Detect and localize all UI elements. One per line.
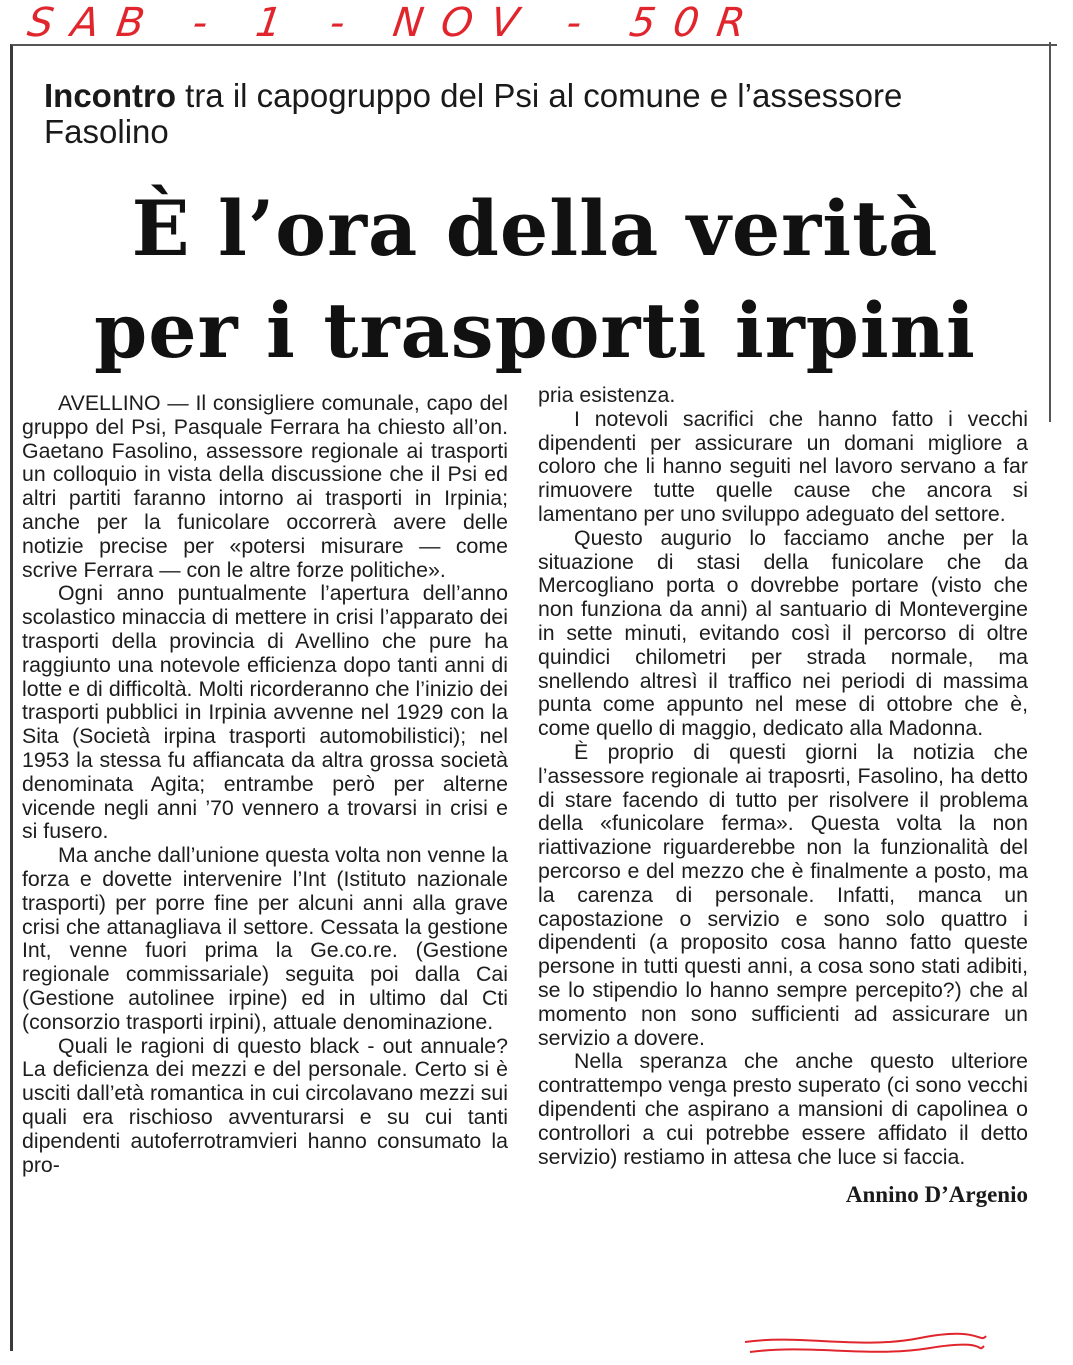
- kicker-text: tra il capogruppo del Psi al comune e l’assessore Fasolino: [44, 77, 903, 150]
- handwritten-date: SAB - 1 - NOV - 50R: [24, 0, 766, 46]
- kicker-bold: Incontro: [44, 77, 176, 114]
- paragraph: È proprio di questi giorni la notizia che l’assessore regionale ai traposrti, Fasolino, ha detto di stare facendo di tutto per risolvere il problema della «funicolare ferma». Questa volta la non riattivazione riguarderebbe non la funzionalità del percorso e del mezzo che è finalmente a posto, ma la carenza di personale. Infatti, manca un capostazione o servizio e sono solo quattro i dipendenti (a proposito cosa hanno fatto queste persone in tutti questi anni, a cosa sono stati adibiti, se lo stipendio lo hanno sempre percepito?) che al momento non sono sufficienti ad assicurare un servizio a dovere.: [538, 739, 1028, 1050]
- paragraph: Nella speranza che anche questo ulteriore contrattempo venga presto superato (ci sono vecchi dipendenti che aspirano a mansioni di capolinea o controllori a cui potrebbe essere affidato il detto servizio) restiamo in attesa che luce si faccia.: [538, 1049, 1028, 1169]
- headline-line-2: per i trasporti irpini: [94, 286, 976, 375]
- paragraph: pria esistenza.: [538, 383, 676, 407]
- paragraph: Questo augurio lo facciamo anche per la situazione di stasi della funicolare che da Mercogliano porta o dovrebbe portare (visto che non funziona da anni) al santuario di Montevergine in sette minuti, evitando così il percorso di oltre quindici chilometri per strada normale, ma snellendo altresì il traffico nei periodi di massima punta come appunto nel mese di ottobre che è, come quello di maggio, dedicato alla Madonna.: [538, 525, 1028, 741]
- paragraph: Ogni anno puntualmente l’apertura dell’anno scolastico minaccia di mettere in crisi l’apparato dei trasporti della provincia di Avellino che pure ha raggiunto una notevole efficienza dopo tanti anni di lotte e di difficoltà. Molti ricorderanno che l’inizio dei trasporti pubblici in Irpinia avvenne nel 1929 con la Sita (Società irpina trasporti automobilistici); nel 1953 la stessa fu affiancata da altra grossa società denominata Agita; entrambe però per alterne vicende negli anni ’70 vennero a trovarsi in crisi e si fusero.: [22, 581, 508, 844]
- clipping-border-right: [1049, 42, 1051, 422]
- paragraph: Ma anche dall’unione questa volta non venne la forza e dovette intervenire l’Int (Istituto nazionale trasporti) per porre fine per alcuni anni alla grave crisi che attanagliava il settore. Cessata la gestione Int, venne fuori prima la Ge.co.re. (Gestione regionale commissariale) seguita poi dalla Cai (Gestione autolinee irpine) ed in ultimo dal Cti (consorzio trasporti irpini), attuale denominazione.: [22, 843, 508, 1034]
- handwritten-underline: [740, 1330, 990, 1360]
- paragraph: AVELLINO — Il consigliere comunale, capo del gruppo del Psi, Pasquale Ferrara ha chiesto all’on. Gaetano Fasolino, assessore regionale ai trasporti un colloquio in vista della discussione che il Psi ed altri partiti faranno intorno ai trasporti in Irpinia; anche per la funicolare occorrerà avere delle notizie precise per «potersi misurare — come scrive Ferrara — con le altre forze politiche».: [22, 391, 508, 582]
- article-headline: [30, 178, 1040, 382]
- paragraph: Quali le ragioni di questo black - out annuale? La deficienza dei mezzi e del personale. Certo si è usciti dall’età romantica in cui circolavano mezzi sui quali era rischioso avventurarsi e su cui tanti dipendenti autoferrotramvieri hanno consumato la pro-: [22, 1033, 508, 1177]
- headline-line-1: È l’ora della verità: [131, 184, 939, 273]
- left-column: [22, 392, 508, 1177]
- article-byline: Annino D’Argenio: [845, 1182, 1028, 1208]
- article-kicker: [44, 78, 1024, 150]
- right-column: [538, 384, 1028, 1207]
- paragraph: I notevoli sacrifici che hanno fatto i vecchi dipendenti per assicurare un domani migliore a coloro che li hanno seguiti nel lavoro servano a far rimuovere tutte quelle cause che ancora si lamentano per uno sviluppo adeguato del settore.: [538, 406, 1028, 526]
